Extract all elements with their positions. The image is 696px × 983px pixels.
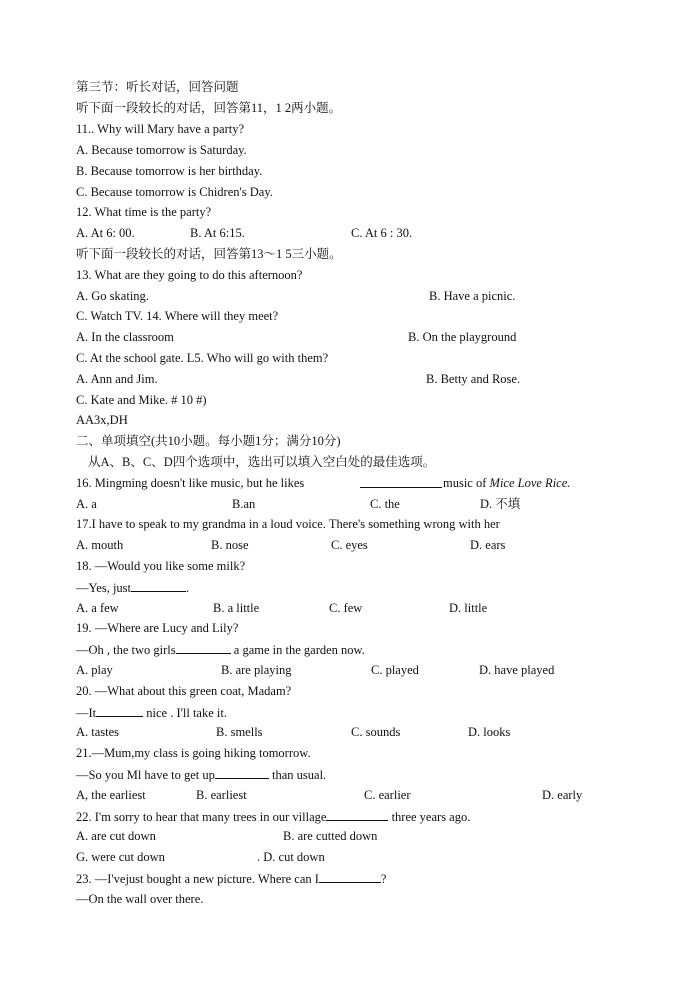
q19-option-a: A. play — [76, 663, 113, 677]
q17-option-c: C. eyes — [331, 538, 368, 552]
q15-option-c: C. Kate and Mike. # 10 #) — [76, 393, 207, 407]
part2-heading: 二、单项填空(共10小题。每小题1分；满分10分) — [76, 434, 341, 448]
q16-stem-text: 16. Mingming doesn't like music, but he likes — [76, 476, 305, 490]
q20-option-d: D. looks — [468, 725, 511, 739]
q20-blank — [96, 704, 143, 717]
q21-reply: —So you Ml have to get up than usual. — [76, 768, 327, 782]
q18-reply: —Yes, just . — [76, 581, 190, 595]
q12-option-a: A. At 6: 00. — [76, 226, 135, 240]
q20-reply: —It nice . I'll take it. — [76, 706, 227, 720]
q23-reply: —On the wall over there. — [76, 892, 204, 906]
q18-option-c: C. few — [329, 601, 363, 615]
q21-blank — [215, 766, 269, 779]
section3-instruction-1: 听下面一段较长的对话，回答第11，1 2两小题。 — [76, 101, 342, 115]
q23-blank — [319, 870, 381, 883]
q18-option-a: A. a few — [76, 601, 119, 615]
q19-stem: 19. —Where are Lucy and Lily? — [76, 621, 239, 635]
q12-option-c: C. At 6 : 30. — [351, 226, 413, 240]
q14-option-b: B. On the playground — [408, 330, 517, 344]
q18-blank — [131, 579, 186, 592]
stray-text: AA3x,DH — [76, 413, 128, 427]
q14-option-a: A. In the classroom — [76, 330, 174, 344]
q16-option-d: D. 不填 — [480, 497, 521, 511]
q16-stem-tail: music of Mice Love Rice. — [443, 476, 571, 490]
q13-stem: 13. What are they going to do this afternoon? — [76, 268, 303, 282]
q23-stem: 23. —I'vejust bought a new picture. Where can I ? — [76, 872, 387, 886]
q19-option-c: C. played — [371, 663, 419, 677]
q13-option-c-q14-stem: C. Watch TV. 14. Where will they meet? — [76, 309, 279, 323]
q19-option-d: D. have played — [479, 663, 555, 677]
q16-blank — [360, 475, 442, 492]
q17-option-d: D. ears — [470, 538, 506, 552]
q18-option-d: D. little — [449, 601, 488, 615]
q19-blank — [176, 641, 231, 654]
q22-option-b: B. are cutted down — [283, 829, 378, 843]
q16-option-a: A. a — [76, 497, 97, 511]
q21-stem: 21.—Mum,my class is going hiking tomorrow. — [76, 746, 311, 760]
q16-option-b: B.an — [232, 497, 256, 511]
q16-option-c: C. the — [370, 497, 400, 511]
q20-option-b: B. smells — [216, 725, 263, 739]
q22-option-c: G. were cut down — [76, 850, 165, 864]
q21-option-a: A, the earliest — [76, 788, 146, 802]
q14-option-c-q15-stem: C. At the school gate. L5. Who will go with them? — [76, 351, 329, 365]
q21-option-b: B. earliest — [196, 788, 247, 802]
q13-option-b: B. Have a picnic. — [429, 289, 516, 303]
q18-option-b: B. a little — [213, 601, 260, 615]
q11-option-c: C. Because tomorrow is Chidren's Day. — [76, 185, 273, 199]
q20-option-a: A. tastes — [76, 725, 120, 739]
q12-option-b: B. At 6:15. — [190, 226, 245, 240]
q19-option-b: B. are playing — [221, 663, 292, 677]
q11-option-a: A. Because tomorrow is Saturday. — [76, 143, 247, 157]
q15-option-a: A. Ann and Jim. — [76, 372, 158, 386]
q20-option-c: C. sounds — [351, 725, 401, 739]
part2-instruction: 从A、B、C、D四个选项中，选出可以填入空白处的最佳选项。 — [88, 455, 436, 469]
q22-option-d: . D. cut down — [257, 850, 325, 864]
q11-stem: 11.. Why will Mary have a party? — [76, 122, 245, 136]
section3-instruction-2: 听下面一段较长的对话，回答第13～1 5三小题。 — [76, 247, 342, 261]
q13-option-a: A. Go skating. — [76, 289, 149, 303]
q17-option-b: B. nose — [211, 538, 249, 552]
q19-reply: —Oh , the two girls a game in the garden now. — [76, 643, 365, 657]
q17-stem: 17.I have to speak to my grandma in a loud voice. There's something wrong with her — [76, 517, 500, 531]
section3-heading: 第三节：听长对话，回答问题 — [76, 80, 239, 94]
q16-song-title: Mice Love Rice. — [489, 476, 571, 490]
q21-option-c: C. earlier — [364, 788, 411, 802]
q22-option-a: A. are cut down — [76, 829, 156, 843]
q21-option-d: D. early — [542, 788, 583, 802]
q18-stem: 18. —Would you like some milk? — [76, 559, 246, 573]
q17-option-a: A. mouth — [76, 538, 124, 552]
q15-option-b: B. Betty and Rose. — [426, 372, 521, 386]
q22-stem: 22. I'm sorry to hear that many trees in our village three years ago. — [76, 810, 471, 824]
q22-blank — [326, 808, 388, 821]
q20-stem: 20. —What about this green coat, Madam? — [76, 684, 292, 698]
q11-option-b: B. Because tomorrow is her birthday. — [76, 164, 263, 178]
q12-stem: 12. What time is the party? — [76, 205, 212, 219]
